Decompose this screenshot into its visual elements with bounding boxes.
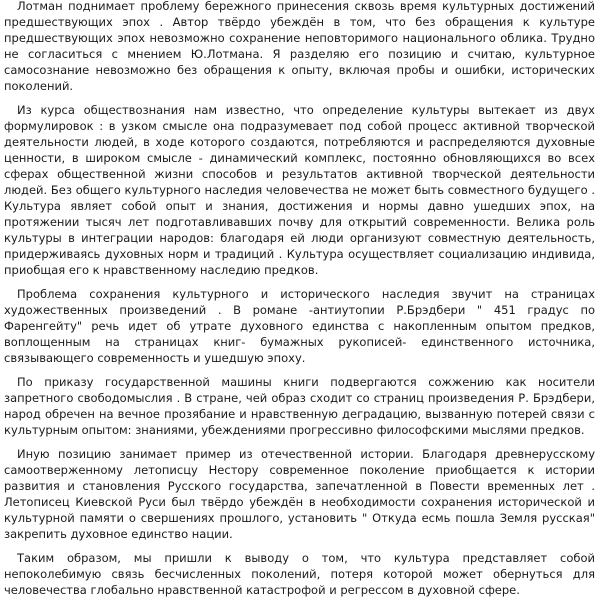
essay-paragraph-2: Из курса обществознания нам известно, что определение культуры вытекает из двух формулировок : в узком смысле она подразумевает под собой процесс активной творческой деятельности людей, в ходе которого создаются, потребляются и распределяются духовные ценности, в широком смысле - динамический комплекс, постоянно обновляющихся во всех сферах общественной жизни способов и результатов активной творческой деятельности людей. Без общего культурного наследия человечества не может быть совместного будущего . Культура являет собой опыт и знания, достижения и нормы давно ушедших эпох, на протяжении тысяч лет подготавливавших почву для открытий современности. Велика роль культуры в интеграции народов: благодаря ей люди организуют совместную деятельность, придерживаясь духовных норм и традиций . Культура осуществляет социализацию индивида, приобщая его к нравственному наследию предков. — [4, 103, 595, 277]
essay-paragraph-6: Таким образом, мы пришли к выводу о том, что культура представляет собой непоколебимую связь бесчисленных поколений, потеря которой может обернуться для человечества глобально нравственной катастрофой и регрессом в духовной сфере. — [4, 551, 595, 597]
essay-paragraph-3: Проблема сохранения культурного и исторического наследия звучит на страницах художественных произведений . В романе -антиутопии Р.Брэдбери " 451 градус по Фаренгейту" речь идет об утрате духовного единства с накопленным опытом предков, воплощенным на страницах книг- бумажных рукописей- единственного источника, связывающего современность и ушедшую эпоху. — [4, 287, 595, 365]
essay-paragraph-1: Лотман поднимает проблему бережного принесения сквозь время культурных достижений предшествующих эпох . Автор твёрдо убеждён в том, что без обращения к культуре предшествующих эпох невозможно сохранение неповторимого национального облика. Трудно не согласиться с мнением Ю.Лотмана. Я разделяю его позицию и считаю, культурное самосознание невозможно без обращения к опыту, включая пробы и ошибки, исторических поколений. — [4, 0, 595, 93]
essay-paragraph-4: По приказу государственной машины книги подвергаются сожжению как носители запретного свободомыслия . В стране, чей образ сходит со страниц произведения Р. Брэдбери, народ обречен на вечное прозябание и нравственную деградацию, вызванную потерей связи с культурным опытом: знаниями, убеждениями прогрессивно философскими мыслями предков. — [4, 375, 595, 437]
essay-paragraph-5: Иную позицию занимает пример из отечественной истории. Благодаря древнерусскому самоотверженному летописцу Нестору современное поколение приобщается к истории развития и становления Русского государства, запечатленной в Повести временных лет . Летописец Киевской Руси был твёрдо убеждён в необходимости сохранения исторической и культурной памяти о свершениях прошлого, установить " Откуда есмь пошла Земля русская" закрепить духовное единство нации. — [4, 447, 595, 541]
